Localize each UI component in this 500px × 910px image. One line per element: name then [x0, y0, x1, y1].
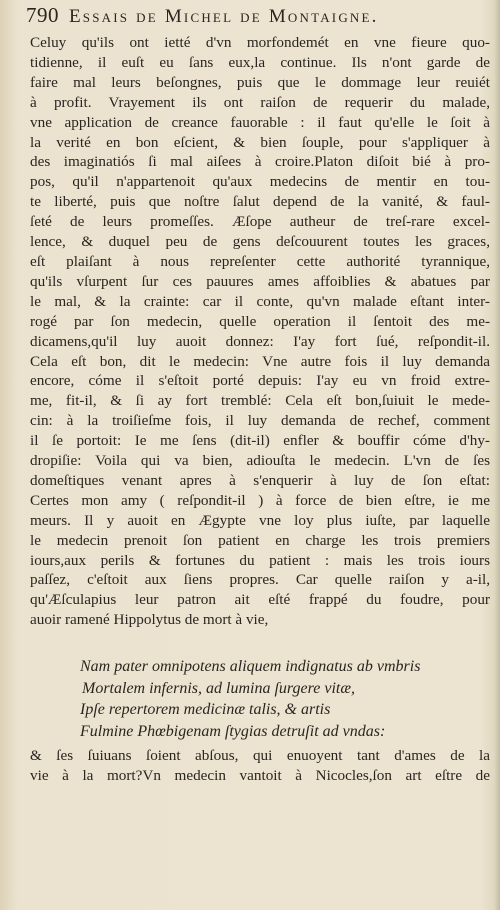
text-line: tidienne, il euſt eu ſans eux,la continue. Ils n'ont garde de — [30, 53, 490, 71]
text-line: pos, qu'il n'appartenoit qu'aux medecins de mentir en tou- — [30, 173, 490, 191]
text-line: eſt plaiſant à nous repreſenter cette authorité tyrannique, — [30, 252, 490, 270]
text-line: paſſez, c'eſtoit aux ſiens propres. Car quelle raiſon y a-il, — [30, 571, 490, 589]
verse-line: Mortalem infernis, ad lumina ſurgere vitæ, — [82, 679, 356, 697]
text-line: te liberté, puis que noſtre ſalut depend de la vanité, & faul- — [30, 193, 490, 211]
text-line: vne application de creance fauorable : il faut qu'elle le ſoit à — [30, 113, 490, 131]
page-edge-shadow — [494, 0, 500, 910]
text-line: cin: à la troiſieſme fois, il luy demanda de rechef, comment — [30, 412, 490, 430]
running-head: Essais de Michel de Montaigne. — [69, 6, 379, 27]
text-line: faire mal leurs beſongnes, puis que le dommage leur reuiét — [30, 73, 490, 91]
text-line: Celuy qu'ils ont ietté d'vn morfondemét en vne fieure quo- — [30, 34, 490, 51]
text-line: me, fit-il, & ſi ay fort tremblé: Cela eſt bon,ſuiuit le mede- — [30, 392, 490, 410]
text-line: vie à la mort?Vn medecin vantoit à Nicocles,ſon art eſtre de — [30, 766, 490, 784]
text-line: auoir ramené Hippolytus de mort à vie, — [30, 611, 269, 629]
closing-text — [30, 746, 490, 786]
page-header — [26, 3, 496, 33]
text-line: il ſe portoit: Ie me ſens (dit-il) enfler & bouffir cóme d'hy- — [30, 432, 490, 450]
main-text — [30, 33, 490, 630]
verse-line: Ipſe repertorem medicinæ talis, & artis — [80, 701, 331, 718]
verse-line: Fulmine Phœbigenam ſtygias detruſit ad vndas: — [80, 722, 386, 740]
text-line: ſeté de leurs promeſſes. Æſope autheur de treſ-rare excel- — [30, 213, 490, 231]
text-line: Cela eſt bon, dit le medecin: Vne autre fois il luy demanda — [30, 352, 490, 370]
paragraph — [30, 33, 490, 630]
text-line: domeſtiques venant apres à s'enquerir à luy de ſon eſtat: — [30, 471, 490, 489]
text-line: qu'Æſculapius leur patron ait eſté frappé du foudre, pour — [30, 591, 490, 609]
text-line: & ſes ſuiuans ſoient abſous, qui enuoyent tant d'ames de la — [30, 747, 490, 764]
text-line: qu'ils vſurpent ſur ces pauures ames affoiblies & abatues par — [30, 272, 490, 290]
text-line: iours,aux perils & fortunes du patient : mais les trois iours — [30, 551, 490, 569]
verse-quotation — [80, 656, 480, 742]
text-line: le medecin prenoit ſon patient en charge les trois premiers — [30, 531, 490, 549]
verse-line: Nam pater omnipotens aliquem indignatus ab vmbris — [80, 658, 421, 675]
text-line: des imaginatiós ſi mal aiſees à croire.Platon diſoit bié à pro- — [30, 153, 490, 171]
text-line: à profit. Vrayement ils ont raiſon de requerir du malade, — [30, 93, 490, 111]
text-line: le mal, & la crainte: car il conte, qu'vn malade eſtant inter- — [30, 292, 490, 310]
page-number: 790 — [26, 3, 59, 27]
text-line: rogé par ſon medecin, quelle operation il ſentoit des me- — [30, 312, 490, 330]
text-line: la verité en bon eſcient, & bien ſouple, pour s'appliquer à — [30, 133, 490, 151]
text-line: Certes mon amy ( reſpondit-il ) à force de bien eſtre, ie me — [30, 491, 490, 509]
text-line: dicamens,qu'il luy auoit donnez: I'ay fort ſué, reſpondit-il. — [30, 332, 490, 350]
text-line: dropiſie: Voila qui va bien, adiouſta le medecin. L'vn de ſes — [30, 452, 490, 470]
text-line: meurs. Il y auoit en Ægypte vne loy plus iuſte, par laquelle — [30, 511, 490, 529]
text-line: lence, & duquel peu de gens deſcouurent toutes les graces, — [30, 233, 490, 251]
text-line: encore, cóme il s'eſtoit porté depuis: I'ay eu vn froid extre- — [30, 372, 490, 390]
